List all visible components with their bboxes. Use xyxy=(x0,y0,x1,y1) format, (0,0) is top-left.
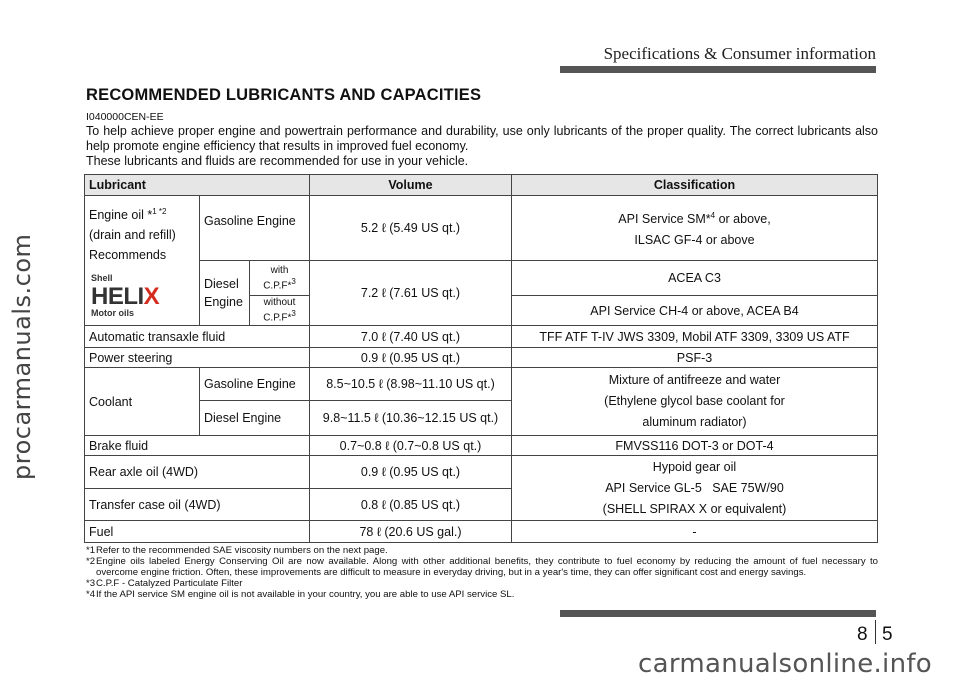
table-row: Brake fluid 0.7~0.8 ℓ (0.7~0.8 US qt.) FMVSS116 DOT-3 or DOT-4 xyxy=(85,436,878,456)
engine-oil-drain: (drain and refill) xyxy=(89,228,176,243)
engine-oil-gasoline-label: Gasoline Engine xyxy=(200,196,310,261)
table-row: Automatic transaxle fluid 7.0 ℓ (7.40 US qt.) TFF ATF T-IV JWS 3309, Mobil ATF 3309, 3309 US ATF xyxy=(85,326,878,348)
intro-paragraph-1: To help achieve proper engine and powertrain performance and durability, use only lubricants of the proper quality. The correct lubricants also help promote engine efficiency that results in improved fuel economy. xyxy=(86,124,878,153)
diesel-with-cpf-class: ACEA C3 xyxy=(512,261,878,296)
diesel-with-cpf: with C.P.F*$^3$ xyxy=(250,261,310,296)
coolant-class: Mixture of antifreeze and water (Ethylene glycol base coolant for aluminum radiator) xyxy=(512,368,878,436)
engine-oil-diesel-label: Diesel Engine xyxy=(200,261,250,326)
logo-shell-text: Shell xyxy=(91,273,113,284)
side-watermark: procarmanuals.com xyxy=(8,233,36,480)
table-row: Power steering 0.9 ℓ (0.95 US qt.) PSF-3 xyxy=(85,348,878,368)
page-number-divider xyxy=(875,620,876,644)
intro-paragraph-2: These lubricants and fluids are recommended for use in your vehicle. xyxy=(86,154,469,168)
header-rule xyxy=(560,66,876,73)
section-code: I040000CEN-EE xyxy=(86,111,164,123)
page-title: RECOMMENDED LUBRICANTS AND CAPACITIES xyxy=(86,86,482,104)
section-header: Specifications & Consumer information xyxy=(603,44,876,63)
engine-oil-gasoline-volume: 5.2 ℓ (5.49 US qt.) xyxy=(310,196,512,261)
footnote: *4 If the API service SM engine oil is not available in your country, you are able to use API service SL. xyxy=(86,589,515,600)
gear-oil-class: Hypoid gear oil API Service GL-5 SAE 75W/90 (SHELL SPIRAX X or equivalent) xyxy=(512,456,878,521)
engine-oil-label: Engine oil * xyxy=(89,208,153,223)
table-row: Rear axle oil (4WD) 0.9 ℓ (0.95 US qt.) Hypoid gear oil API Service GL-5 SAE 75W/90 (SHELL SPIRAX X or equivalent) xyxy=(85,456,878,489)
table-row: Fuel 78 ℓ (20.6 US gal.) - xyxy=(85,521,878,543)
bottom-watermark: carmanualsonline.info xyxy=(638,649,933,679)
engine-oil-diesel-volume: 7.2 ℓ (7.61 US qt.) xyxy=(310,261,512,326)
diesel-without-cpf-class: API Service CH-4 or above, ACEA B4 xyxy=(512,296,878,326)
logo-helix-text: HELIX xyxy=(91,283,160,311)
lubricants-table xyxy=(84,174,878,543)
logo-motor-oils-text: Motor oils xyxy=(91,308,134,319)
footnote: *2 Engine oils labeled Energy Conserving Oil are now available. Along with other additional benefits, they contribute to fuel economy by reducing the amount of fuel necessary to overcome engine friction. Often, these improvements are difficult to measure in everyday driving, but in a year's time, they can offer significant cost and energy savings. xyxy=(86,556,878,578)
table-row: Coolant Gasoline Engine 8.5~10.5 ℓ (8.98~11.10 US qt.) Mixture of antifreeze and water (Ethylene glycol base coolant for aluminum radiator) xyxy=(85,368,878,401)
footnote: *3 C.P.F - Catalyzed Particulate Filter xyxy=(86,578,243,589)
intro-text xyxy=(86,124,878,169)
table-row xyxy=(85,261,878,296)
footnote: *1 Refer to the recommended SAE viscosity numbers on the next page. xyxy=(86,545,388,556)
table-row: Transfer case oil (4WD) 0.8 ℓ (0.85 US qt.) xyxy=(85,489,878,521)
footnotes xyxy=(86,545,878,600)
header-volume: Volume xyxy=(310,175,512,196)
table-row xyxy=(85,196,878,261)
engine-oil-gasoline-class: API Service SM*$^4$ or above, ILSAC GF-4 or above xyxy=(512,196,878,261)
coolant-label: Coolant xyxy=(85,368,200,436)
engine-oil-cell: Engine oil *$^{1 *2}$ (drain and refill) Recommends Shell HELIX Motor oils xyxy=(85,196,200,326)
header-classification: Classification xyxy=(512,175,878,196)
shell-helix-logo xyxy=(89,271,189,319)
chapter-number: 8 xyxy=(857,624,868,645)
table-header-row xyxy=(85,175,878,196)
engine-oil-recommends: Recommends xyxy=(89,248,167,263)
footer-rule xyxy=(560,610,876,617)
page-number: 5 xyxy=(882,624,893,645)
header-lubricant: Lubricant xyxy=(85,175,310,196)
diesel-without-cpf: without C.P.F*$^3$ xyxy=(250,296,310,326)
table-row: Diesel Engine 9.8~11.5 ℓ (10.36~12.15 US qt.) xyxy=(85,401,878,436)
